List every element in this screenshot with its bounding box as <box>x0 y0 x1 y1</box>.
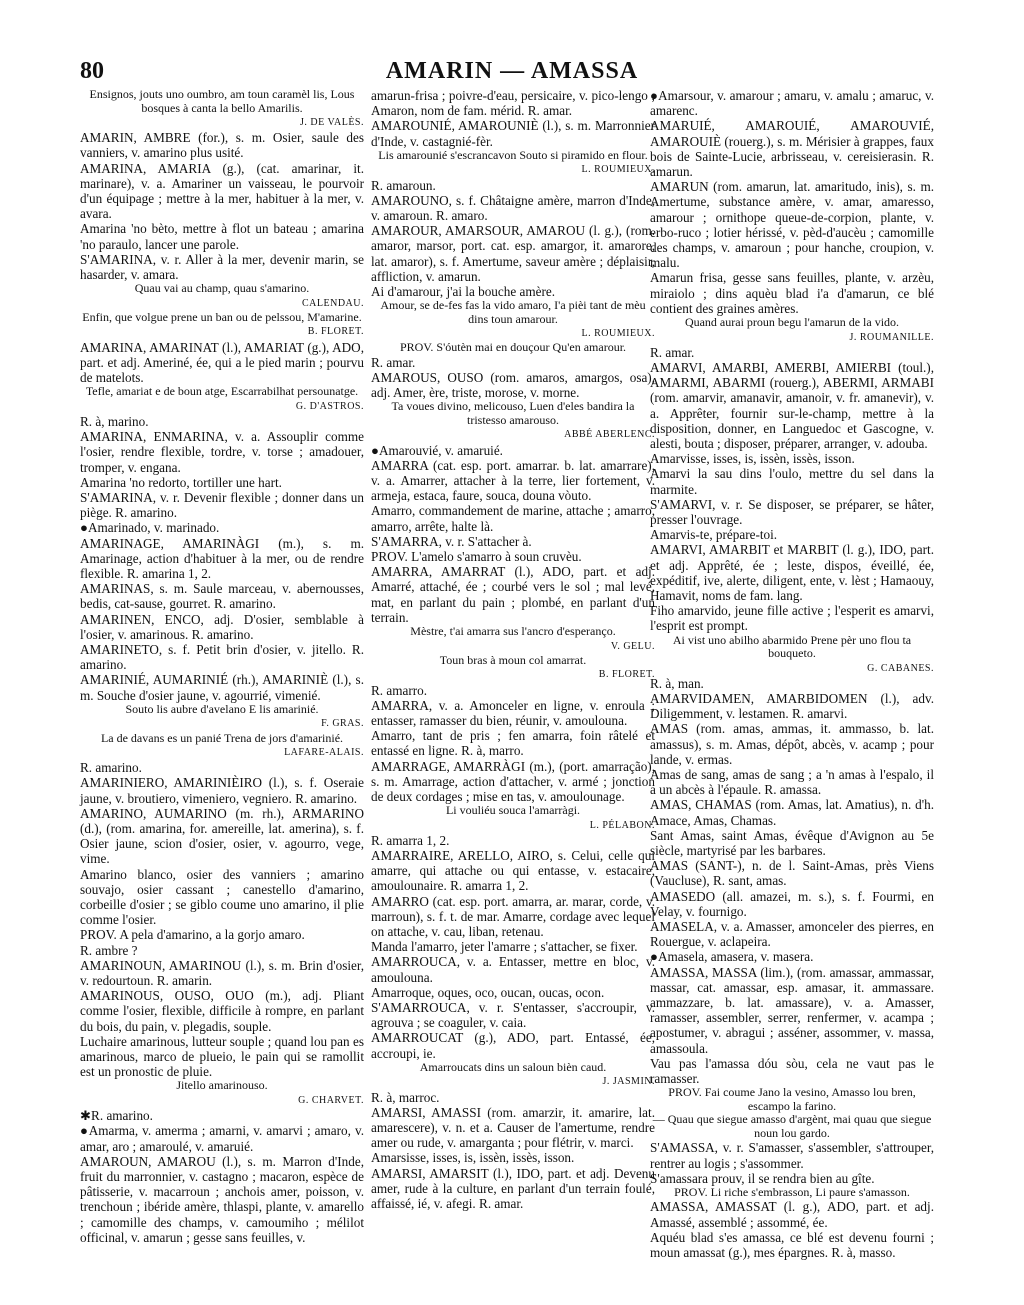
dictionary-entry: Amarvi la sau dins l'oulo, mettre du sel dans la marmite. <box>650 466 934 497</box>
dictionary-entry: AMARINETO, s. f. Petit brin d'osier, v. jitello. R. amarino. <box>80 642 364 673</box>
dictionary-entry: AMARINIÉ, AUMARINIÉ (rh.), AMARINIÈ (l.), s. m. Souche d'osier jaune, v. agourrié, vimenié. <box>80 672 364 703</box>
dictionary-entry: Fiho amarvido, jeune fille active ; l'esperit es amarvi, l'esprit est prompt. <box>650 603 934 634</box>
dictionary-entry: AMARROUCA, v. a. Entasser, mettre en bloc, v. amoulouna. <box>371 954 655 985</box>
dictionary-entry: AMARINEN, ENCO, adj. D'osier, semblable à l'osier, v. amarinous. R. amarino. <box>80 611 364 642</box>
dictionary-entry: amarun-frisa ; poivre-d'eau, persicaire, v. pico-lengo ; Amaron, nom de fam. mérid. R. amar. <box>371 88 655 119</box>
dictionary-entry: Amarina 'no redorto, tortiller une hart. <box>80 474 282 490</box>
dictionary-entry: R. à, man. <box>650 675 704 691</box>
dictionary-entry: AMARRA (cat. esp. port. amarrar. b. lat. amarrare), v. a. Amarrer, attacher à la terre, lier fortement, v. armeja, estaca, faure, souca, douna vòuto. <box>371 457 655 504</box>
dictionary-entry: AMASEDO (all. amazei, m. s.), s. f. Fourmi, en Velay, v. fournigo. <box>650 888 934 919</box>
dictionary-entry: AMARINIERO, AMARINIÈIRO (l.), s. f. Oseraie jaune, v. broutiero, vimeniero, vegniero. R. amarino. <box>80 775 364 806</box>
dictionary-entry: AMARVIDAMEN, AMARBIDOMEN (l.), adv. Diligemment, v. lestamen. R. amarvi. <box>650 691 934 722</box>
dictionary-entry: AMARSI, AMARSIT (l.), IDO, part. et adj. Devenu amer, rude à la culture, en parlant d'un terrain foulé, affaissé, ié, v. afegi. R. amar. <box>371 1165 655 1211</box>
dictionary-entry: AMAROUN, AMAROU (l.), s. m. Marron d'Inde, fruit du marronnier, v. castagno ; macaron, espèce de pâtisserie, v. macarroun ; anchois amer, poisson, v. trenchoun ; ibéride amère, thlaspi, plante, v. amarello ; camomille des champs, v. camoumiho ; mélilot officinal, v. amarun ; gesse sans feuilles, v. <box>80 1153 364 1245</box>
dictionary-entry: Amarsisse, isses, is, issèn, issès, isson. <box>371 1150 575 1166</box>
citation-author: G. D'ASTROS. <box>295 400 364 412</box>
citation-quote: La de davans es un panié Trena de jors d'amarinié. <box>100 730 344 745</box>
dictionary-entry: ●Amarouvié, v. amaruié. <box>371 442 503 458</box>
citation-quote: — Quau que siegue amasso d'argènt, mai quau que siegue noun lou gardo. <box>652 1112 932 1140</box>
dictionary-entry: AMARINA, AMARIA (g.), (cat. amarinar, it. marinare), v. a. Amariner un vaisseau, le pourvoir d'un équipage ; mettre à la mer, habituer à la mer, v. avara. <box>80 160 364 222</box>
dictionary-entry: Amarino blanco, osier des vanniers ; amarino souvajo, osier cassant ; canestello d'amarino, corbeille d'osier ; se giblo coume uno amarino, il plie comme l'osier. <box>80 866 364 928</box>
citation-author: ABBÉ ABERLENC. <box>564 429 655 441</box>
dictionary-entry: ●Amarma, v. amerma ; amarni, v. amarvi ; amaro, v. amar, aro ; amaroulé, v. amaruié. <box>80 1123 364 1154</box>
dictionary-entry: Amarvis-te, prépare-toi. <box>650 527 778 543</box>
dictionary-entry: AMASSA, MASSA (lim.), (rom. amassar, ammassar, massar, cat. amassar, esp. amasar, it. ammassare. ammazzare, b. lat. amassare), v. a. Amasser, ramasser, assembler, serrer, renfermer, v. acampa ; apostumer, v. abragui ; asséner, assommer, v. massa, amassoula. <box>650 964 934 1056</box>
dictionary-entry: PROV. L'amelo s'amarro à soun cruvèu. <box>371 549 582 565</box>
dictionary-entry: AMAS, CHAMAS (rom. Amas, lat. Amatius), n. d'h. Amace, Amas, Chamas. <box>650 797 934 828</box>
dictionary-entry: R. amarino. <box>80 760 142 776</box>
citation-author: G. CABANES. <box>867 662 934 674</box>
dictionary-entry: S'AMARINA, v. r. Aller à la mer, devenir marin, se hasarder, v. amara. <box>80 251 364 283</box>
dictionary-entry: AMARSI, AMASSI (rom. amarzir, it. amarire, lat. amarescere), v. n. et a. Causer de l'amertume, rendre amer ou rude, v. amarganta ; pour flétrir, v. marci. <box>371 1104 655 1151</box>
citation-quote: Li vouliéu souca l'amarràgi. <box>445 803 581 818</box>
dictionary-entry: AMASELA, v. a. Amasser, amonceler des pierres, en Rouergue, v. aclapeira. <box>650 919 934 950</box>
dictionary-entry: ●Amarsour, v. amarour ; amaru, v. amalu ; amaruc, v. amarenc. <box>650 88 934 119</box>
dictionary-entry: R. à, marroc. <box>371 1089 440 1105</box>
citation-quote: Souto lis aubre d'avelano E lis amarinié. <box>125 701 319 716</box>
dictionary-entry: S'AMARINA, v. r. Devenir flexible ; donner dans un piège. R. amarino. <box>80 489 364 521</box>
citation-author: B. FLORET. <box>598 669 655 681</box>
citation-author: F. GRAS. <box>321 718 364 730</box>
dictionary-entry: Sant Amas, saint Amas, évêque d'Avignon au 5e siècle, martyrisé par les barbares. <box>650 827 934 859</box>
dictionary-entry: Amarun frisa, gesse sans feuilles, plante, v. arzèu, miraiolo ; dins aquèu blad i'a d'amarun, ce blé contient des graines amères. <box>650 270 934 316</box>
dictionary-entry: ●Amarinado, v. marinado. <box>80 520 220 536</box>
citation-quote: Quand aurai proun begu l'amarun de la vido. <box>684 315 900 330</box>
dictionary-entry: R. amarra 1, 2. <box>371 832 450 848</box>
citation-author: LAFARE-ALAIS. <box>284 747 364 759</box>
citation-quote: Ai vist uno abilho abarmido Prene pèr uno flou ta bouqueto. <box>672 632 912 661</box>
dictionary-entry: AMARINOUN, AMARINOU (l.), s. m. Brin d'osier, v. redourtoun. R. amarin. <box>80 957 364 989</box>
citation-quote: PROV. Fai coume Jano la vesino, Amasso lou bren, escampo la farino. <box>668 1085 916 1113</box>
dictionary-entry: R. amar. <box>371 354 416 370</box>
dictionary-entry: AMAROUR, AMARSOUR, AMAROU (l. g.), (rom. amaror, marsor, port. cat. esp. amargor, it. amarore, lat. amaror), s. f. Amertume, saveur amère ; déplaisir, affliction, v. amarun. <box>371 223 655 284</box>
citation-author: CALENDAU. <box>302 297 364 309</box>
citation-quote: Toun bras à moun col amarrat. <box>439 652 587 667</box>
dictionary-entry: AMAS (rom. amas, ammas, it. ammasso, b. lat. amassus), s. m. Amas, dépôt, abcès, v. acamp ; pour lande, v. ermas. <box>650 721 934 767</box>
dictionary-entry: Ai d'amarour, j'ai la bouche amère. <box>371 283 556 299</box>
dictionary-entry: Amarro, tant de pris ; fen amarra, foin râtelé et entassé en ligne. R. à, marro. <box>371 728 655 759</box>
citation-quote: Quau vai au champ, quau s'amarino. <box>134 281 310 296</box>
citation-quote: Ensignos, jouts uno oumbro, am toun caramèl lis, Lous bosques à canta la bello Amarilis. <box>89 87 355 115</box>
column-middle <box>371 88 655 1211</box>
dictionary-entry: Amarina 'no bèto, mettre à flot un bateau ; amarina 'no paraulo, lancer une parole. <box>80 221 364 252</box>
dictionary-entry: R. amarro. <box>371 682 428 698</box>
dictionary-entry: Amarro, commandement de marine, attache ; amarro, amarro, arrête, halte là. <box>371 503 655 534</box>
dictionary-entry: AMARVI, AMARBIT et MARBIT (l. g.), IDO, part. et adj. Apprêté, ée ; leste, dispos, éveillé, ée, expéditif, ive, alerte, diligent, ente, v. lèst ; Hamaouy, Hamavit, noms de fam. lang. <box>650 542 934 603</box>
dictionary-entry: AMARINAS, s. m. Saule marceau, v. abernousses, bedis, cat-sause, gourret. R. amarino. <box>80 581 364 612</box>
dictionary-entry: R. amar. <box>650 344 695 360</box>
running-head: AMARIN — AMASSA <box>385 58 639 84</box>
page-number: 80 <box>80 58 104 84</box>
citation-author: L. PÉLABON. <box>589 819 655 831</box>
citation-author: G. CHARVET. <box>298 1094 364 1106</box>
dictionary-entry: R. amaroun. <box>371 177 436 193</box>
dictionary-entry: Amarvisse, isses, is, issèn, issès, isson. <box>650 451 855 467</box>
dictionary-entry: R. ambre ? <box>80 942 138 958</box>
dictionary-entry: AMARRAIRE, ARELLO, AIRO, s. Celui, celle qui amarre, qui attache ou qui entasse, v. estacaire, amoulounaire. R. amarra 1, 2. <box>371 848 655 894</box>
dictionary-entry: AMARROUCAT (g.), ADO, part. Entassé, ée, accroupi, ie. <box>371 1030 655 1061</box>
dictionary-entry: AMASSA, AMASSAT (l. g.), ADO, part. et adj. Amassé, assemblé ; assommé, ée. <box>650 1199 934 1230</box>
citation-quote: Tefle, amariat e de boun atge, Escarrabilhat persounatge. <box>85 384 359 399</box>
column-right <box>650 88 934 1260</box>
dictionary-entry: AMARUN (rom. amarun, lat. amaritudo, inis), s. m. Amertume, substance amère, v. amar, amaresso, amarour ; ornithope queue-de-corpion, plante, v. erbo-ruco ; lotier hérissé, v. pèd-d'aucèu ; camomille des champs, v. amaroun ; pour hanche, croupion, v. malu. <box>650 179 934 271</box>
dictionary-entry: ●Amasela, amasera, v. masera. <box>650 949 814 965</box>
dictionary-entry: S'AMASSA, v. r. S'amasser, s'assembler, s'attrouper, rentrer au logis ; s'assommer. <box>650 1140 934 1171</box>
dictionary-entry: ✱R. amarino. <box>80 1108 153 1124</box>
dictionary-entry: S'amassara prouv, il se rendra bien au gîte. <box>650 1170 875 1186</box>
dictionary-entry: S'AMARRA, v. r. S'attacher à. <box>371 533 532 549</box>
dictionary-entry: AMARINO, AUMARINO (m. rh.), ARMARINO (d.), (rom. amarina, for. amereille, lat. amerina), s. f. Osier jaune, scion d'osier, osier, v. agourro, vege, vime. <box>80 805 364 867</box>
dictionary-entry: AMAS (SANT-), n. de l. Saint-Amas, près Viens (Vaucluse), R. sant, amas. <box>650 858 934 889</box>
dictionary-entry: AMARINOUS, OUSO, OUO (m.), adj. Pliant comme l'osier, flexible, difficile à rompre, en parlant du bois, du pain, v. plegadis, souple. <box>80 988 364 1034</box>
dictionary-entry: Aquéu blad s'es amassa, ce blé est devenu fourni ; moun amassat (g.), mes épargnes. R. à, masso. <box>650 1229 934 1261</box>
dictionary-entry: Amarroque, oques, oco, oucan, oucas, ocon. <box>371 984 605 1000</box>
dictionary-entry: S'AMARROUCA, v. r. S'entasser, s'accroupir, v. agrouva ; se coaguler, v. caia. <box>371 1000 655 1031</box>
citation-quote: Lis amarounié s'escrancavon Souto si piramido en flour. <box>378 147 648 162</box>
citation-author: J. DE VALÈS. <box>300 117 364 128</box>
dictionary-entry: AMARINA, ENMARINA, v. a. Assouplir comme l'osier, rendre flexible, tordre, v. torse ; amadouer, tromper, v. engana. <box>80 429 364 475</box>
dictionary-entry: Vau pas l'amassa dóu sòu, cela ne vaut pas le ramasser. <box>650 1055 934 1087</box>
dictionary-entry: AMARUIÉ, AMAROUIÉ, AMAROUVIÉ, AMAROUIÈ (rouerg.), s. m. Mérisier à grappes, faux bois de Sainte-Lucie, arbrisseau, v. cereisierasin. R. amarun. <box>650 118 934 180</box>
dictionary-entry: Luchaire amarinous, lutteur souple ; quand lou pan es amarinous, marco de plueio, le pain qui se ramollit est un pronostic de pluie. <box>80 1033 364 1080</box>
citation-quote: PROV. S'óutèn mai en douçour Qu'en amarour. <box>399 340 627 355</box>
citation-author: B. FLORET. <box>307 326 364 338</box>
dictionary-entry: AMARIN, AMBRE (for.), s. m. Osier, saule des vanniers, v. amarino plus usité. <box>80 130 364 161</box>
dictionary-entry: AMAROUNO, s. f. Châtaigne amère, marron d'Inde, v. amaroun. R. amaro. <box>371 192 655 223</box>
dictionary-entry: PROV. A pela d'amarino, a la gorjo amaro. <box>80 927 305 943</box>
citation-quote: Amour, se de-fes fas la vido amaro, I'a pièi tant de mèu dins toun amarour. <box>380 298 646 326</box>
dictionary-entry: Amas de sang, amas de sang ; a 'n amas à l'espalo, il a un abcès à l'épaule. R. amassa. <box>650 767 934 798</box>
dictionary-entry: R. à, marino. <box>80 413 149 429</box>
dictionary-entry: AMARRAGE, AMARRÀGI (m.), (port. amarração), s. m. Amarrage, action d'attacher, v. armé ; jonction de deux cordages ; mise en tas, v. amoulounage. <box>371 758 655 804</box>
citation-author: L. ROUMIEUX. <box>581 164 655 176</box>
dictionary-entry: AMAROUS, OUSO (rom. amaros, amargos, osa), adj. Amer, ère, triste, morose, v. morne. <box>371 370 655 401</box>
citation-author: V. GELU. <box>610 640 655 652</box>
citation-author: J. JASMIN. <box>602 1076 655 1088</box>
citation-quote: Ta voues divino, melicouso, Luen d'eles bandira la tristesso amarouso. <box>391 399 635 427</box>
dictionary-entry: AMARRA, v. a. Amonceler en ligne, v. enroula ; entasser, ramasser du bien, réunir, v. amoulouna. <box>371 697 655 728</box>
citation-quote: Enfin, que volgue prene un ban ou de pelssou, M'amarine. <box>82 309 362 324</box>
citation-quote: Amarroucats dins un saloun bièn caud. <box>419 1059 607 1074</box>
dictionary-entry: AMARINAGE, AMARINÀGI (m.), s. m. Amarinage, action d'habituer à la mer, ou de rendre flexible. R. amarina 1, 2. <box>80 535 364 581</box>
column-left <box>80 88 364 1245</box>
dictionary-entry: AMAROUNIÉ, AMAROUNIÈ (l.), s. m. Marronnier d'Inde, v. castagnié-fèr. <box>371 118 655 149</box>
citation-quote: Jitello amarinouso. <box>176 1078 268 1093</box>
citation-quote: PROV. Li riche s'embrasson, Li paure s'amasson. <box>674 1184 910 1199</box>
dictionary-entry: AMARVI, AMARBI, AMERBI, AMIERBI (toul.), AMARMI, ABARMI (rouerg.), ABERMI, ARMABI (rom. amarvir, amanavir, amanoir, v. fr. amanevir), v. a. Apprêter, fournir sur-le-champ, mettre à la disposition, donner, en Languedoc et Gascogne, v. alesti, bouta ; disposer, préparer, arranger, v. adouba. <box>650 359 934 451</box>
dictionary-entry: AMARINA, AMARINAT (l.), AMARIAT (g.), ADO, part. et adj. Ameriné, ée, qui a le pied marin ; pourvu de matelots. <box>80 339 364 386</box>
dictionary-entry: Manda l'amarro, jeter l'amarre ; s'attacher, se fixer. <box>371 939 638 955</box>
dictionary-entry: S'AMARVI, v. r. Se disposer, se préparer, se hâter, presser l'ouvrage. <box>650 496 934 527</box>
dictionary-entry: AMARRO (cat. esp. port. amarra, ar. marar, corde, v. marroun), s. f. t. de mar. Amarre, cordage avec lequel on attache, v. cau, liban, retenau. <box>371 893 655 940</box>
citation-quote: Mèstre, t'ai amarra sus l'ancro d'esperanço. <box>410 624 616 639</box>
citation-author: L. ROUMIEUX. <box>581 328 655 340</box>
dictionary-entry: AMARRA, AMARRAT (l.), ADO, part. et adj. Amarré, attaché, ée ; courbé vers le sol ; mal levé, mat, en parlant du pain ; plombé, en parlant d'un terrain. <box>371 564 655 625</box>
citation-author: J. ROUMANILLE. <box>849 331 934 343</box>
